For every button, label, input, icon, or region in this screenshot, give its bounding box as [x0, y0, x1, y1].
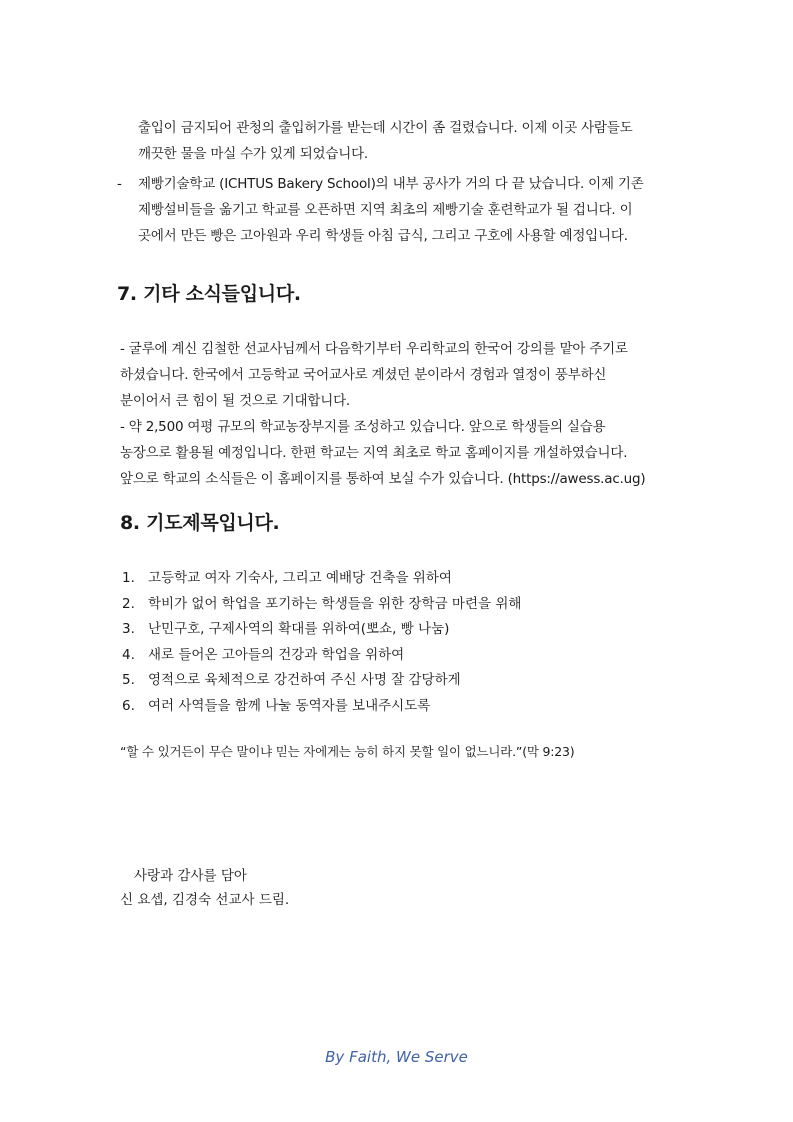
list-item: 2. 학비가 없어 학업을 포기하는 학생들을 위한 장학금 마련을 위해	[122, 595, 522, 612]
closing-signature: 신 요셉, 김경숙 선교사 드림.	[120, 892, 290, 908]
paragraph-line: 출입이 금지되어 관청의 출입허가를 받는데 시간이 좀 걸렸습니다. 이제 이곳 사람들도	[138, 120, 633, 136]
closing-greeting: 사랑과 감사를 담아	[134, 868, 247, 884]
paragraph-line: 농장으로 활용될 예정입니다. 한편 학교는 지역 최초로 학교 홈페이지를 개설하였습니다.	[120, 445, 628, 461]
paragraph-line: 앞으로 학교의 소식들은 이 홈페이지를 통하여 보실 수가 있습니다. (https://awess.ac.ug)	[120, 471, 646, 487]
paragraph-line: - 굴루에 계신 김철한 선교사님께서 다음학기부터 우리학교의 한국어 강의를 맡아 주기로	[120, 341, 628, 357]
paragraph-line: 곳에서 만든 빵은 고아원과 우리 학생들 아침 급식, 그리고 구호에 사용할 예정입니다.	[138, 228, 628, 244]
bullet-dash: -	[117, 176, 122, 192]
bakery-school-paragraph	[138, 171, 644, 249]
list-item: 1. 고등학교 여자 기숙사, 그리고 예배당 건축을 위하여	[122, 570, 452, 586]
section-7-heading: 7. 기타 소식들입니다.	[117, 283, 301, 305]
list-item: 5. 영적으로 육체적으로 강건하여 주신 사명 잘 감당하게	[122, 672, 461, 688]
paragraph-line: - 약 2,500 여평 규모의 학교농장부지를 조성하고 있습니다. 앞으로 학생들의 실습용	[120, 419, 606, 435]
paragraph-line: 하셨습니다. 한국에서 고등학교 국어교사로 계셨던 분이라서 경험과 열정이 풍부하신	[120, 367, 607, 383]
section-8-heading: 8. 기도제목입니다.	[120, 512, 280, 534]
paragraph-line: 분이어서 큰 힘이 될 것으로 기대합니다.	[120, 393, 351, 409]
paragraph-line: 제빵기술학교 (ICHTUS Bakery School)의 내부 공사가 거의 다 끝 났습니다. 이제 기존	[138, 176, 644, 192]
footer-motto: By Faith, We Serve	[325, 1048, 468, 1066]
list-item: 4. 새로 들어온 고아들의 건강과 학업을 위하여	[122, 646, 405, 663]
paragraph-line: 제빵설비들을 옮기고 학교를 오픈하면 지역 최초의 제빵기술 훈련학교가 될 겁니다. 이	[138, 202, 633, 218]
prayer-list	[122, 566, 521, 719]
list-item: 6. 여러 사역들을 함께 나눌 동역자를 보내주시도록	[122, 697, 431, 714]
water-project-paragraph	[138, 115, 632, 167]
paragraph-line: 깨끗한 물을 마실 수가 있게 되었습니다.	[138, 146, 369, 162]
list-item: 3. 난민구호, 구제사역의 확대를 위하여(뽀쇼, 빵 나눔)	[122, 621, 450, 637]
other-news-paragraph	[120, 336, 645, 492]
scripture-quote: “할 수 있거든이 무슨 말이냐 믿는 자에게는 능히 하지 못할 일이 없느니라.”(막 9:23)	[120, 744, 575, 759]
